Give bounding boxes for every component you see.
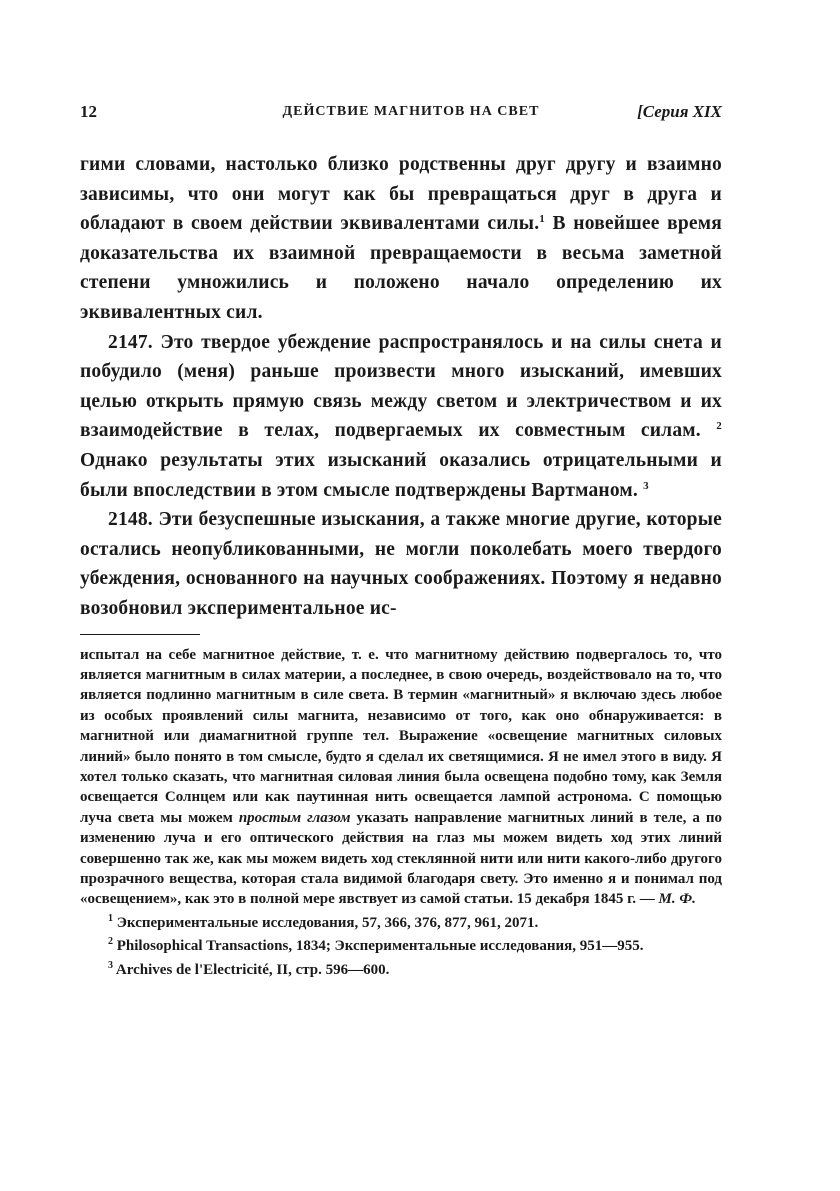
footnote-2: $^2$ Philosophical Transactions, 1834; Экспериментальные исследования, 951—955. (108, 936, 644, 955)
footnote-3: $^3$ Archives de l'Electricité, II, стр. 596—600. (108, 959, 390, 978)
footnote-divider (80, 634, 200, 635)
footnote-ref-3: 3 (643, 479, 649, 492)
running-title: ДЕЙСТВИЕ МАГНИТОВ НА СВЕТ (282, 104, 540, 119)
paragraph-2148: 2148. Эти безуспешные изыскания, а также многие другие, которые остались неопубликованными, не могли поколебать моего твердого убеждения, основанного на научных соображениях. Поэтому я недавно возобновил экспериментальное ис- (80, 509, 722, 619)
footnote-ref-1: 1 (539, 213, 545, 226)
italic-phrase: простым глазом (238, 809, 351, 826)
footnote-1: $^1$ Экспериментальные исследования, 57, 366, 376, 877, 961, 2071. (108, 912, 539, 931)
footnotes (80, 645, 722, 981)
page-number: 12 (80, 102, 97, 121)
book-page (80, 100, 722, 980)
author-signature: М. Ф. (658, 891, 696, 908)
main-text (80, 150, 722, 624)
series-label: [Серия XIX (637, 102, 722, 121)
paragraph-2147: 2147. Это твердое убеждение распространялось и на силы снета и побудило (меня) раньше произвести много изысканий, имевших целью открыть прямую связь между светом и электричеством и их взаимодействие в телах, подвергаемых их совместным силам. $^2$ Однако результаты этих изысканий оказались отрицательными и были впоследствии в этом смысле подтверждены Вартманом. $^3$ (80, 331, 722, 501)
footnote-continuation: испытал на себе магнитное действие, т. е. что магнитному действию подвергалось то, что является магнитным в силах материи, а последнее, в свою очередь, воздействовало на то, что является подлинно магнитным в силе света. В термин «магнитный» я включаю здесь любое из особых проявлений силы магнита, независимо от того, как оно обнаруживается: в магнитной или диамагнитной группе тел. Выражение «освещение магнитных силовых линий» было понято в том смысле, будто я сделал их светящимися. Я не имел этого в виду. Я хотел только сказать, что магнитная силовая линия была освещена подобно тому, как Земля освещается Солнцем или как паутинная нить освещается лампой астронома. С помощью луча света мы можем простым глазом указать направление магнитных линий в теле, а по изменению луча и его оптического действия на глаз мы можем видеть ход этих линий совершенно так же, как мы можем видеть ход стеклянной нити или нити какого-либо другого прозрачного вещества, которая стала видимой благодаря свету. Это именно я и понимал под «освещением», как это в полной мере явствует из самой статьи. 15 декабря 1845 г. — М. Ф. (80, 646, 722, 908)
footnote-ref-2: 2 (716, 420, 722, 433)
paragraph-continuation: гими словами, настолько близко родственны друг другу и взаимно зависимы, что они могут как бы превращаться друг в друга и обладают в своем действии эквивалентами силы.$^1$ В новейшее время доказательства их взаимной превращаемости в весьма заметной степени умножились и положено начало определению их эквивалентных сил. (80, 154, 722, 323)
running-header (80, 100, 722, 126)
